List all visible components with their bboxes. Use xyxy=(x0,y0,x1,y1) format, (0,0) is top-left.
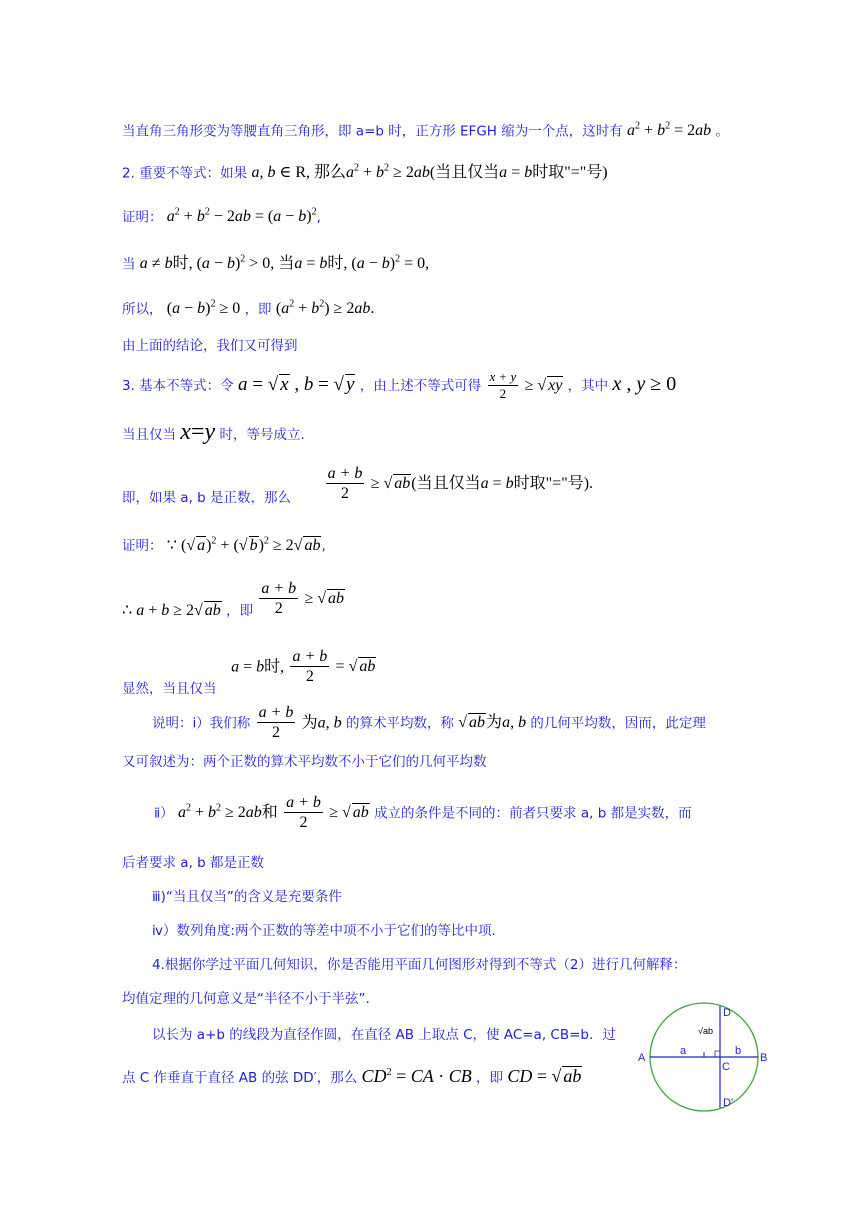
line-8: 当且仅当 x=y 时，等号成立. xyxy=(122,419,305,445)
line-21: 以长为 a+b 的线段为直径作圆，在直径 AB 上取点 C，使 AC=a, CB=b．过 xyxy=(152,1027,616,1043)
label-a-point: A xyxy=(638,1052,646,1064)
line-13: 说明：ⅰ）我们称 $\frac{a + b}{2}$ 为a, b 的算术平均数，称 √ ab为a, b 的几何平均数，因而，此定理 xyxy=(152,704,706,742)
line-12: 显然，当且仅当 a = b时, $\frac{a + b}{2}$ = √ ab xyxy=(122,648,376,698)
line-1-text: 当直角三角形变为等腰直角三角形，即 a=b 时，正方形 EFGH 缩为一个点，这时有 xyxy=(122,123,623,140)
label-d-point: D xyxy=(723,1007,731,1019)
line-2: 2. 重要不等式：如果 a, b ∈ R, 那么$a^2 + b^2 \ge 2ab$(当且仅当a = b时取"="号) xyxy=(122,163,608,182)
line-19: 4.根据你学过平面几何知识，你是否能用平面几何图形对得到不等式（2）进行几何解释： xyxy=(152,957,687,973)
label-b-length: b xyxy=(735,1045,742,1057)
line-20: 均值定理的几何意义是“半径不小于半弦”. xyxy=(122,991,370,1007)
label-sqrt-ab: √ab xyxy=(698,1026,713,1036)
label-c-point: C xyxy=(722,1061,730,1073)
line-6: 由上面的结论，我们又可得到 xyxy=(122,338,298,354)
label-d-prime-point: D' xyxy=(723,1097,734,1109)
line-5: 所以， $(a - b)^2 \ge 0$ ，即 $(a^2 + b^2) \ge 2ab$. xyxy=(122,299,375,318)
line-4: 当 a ≠ b时, $(a - b)^2 > 0$, 当a = b时, $(a - b)^2 = 0$, xyxy=(122,254,430,273)
line-14: 又可叙述为：两个正数的算术平均数不小于它们的几何平均数 xyxy=(122,754,487,770)
line-3: 证明： $a^2 + b^2 - 2ab = (a - b)^2$, xyxy=(122,207,321,226)
line-18: ⅳ）数列角度:两个正数的等差中项不小于它们的等比中项. xyxy=(152,923,496,939)
heading-basic-inequality: 3. 基本不等式：令 xyxy=(122,377,234,394)
line-11: ∴ a + b ≥ 2√ ab ，即 $\frac{a + b}{2}$ ≥ √ ab xyxy=(122,580,345,620)
circle-diagram xyxy=(636,1000,776,1120)
label-a-length: a xyxy=(680,1045,687,1057)
line-16: 后者要求 a, b 都是正数 xyxy=(122,855,265,871)
line-10: 证明： ∵ (√ a)$^2$ + (√ b)$^2$ ≥ 2√ ab, xyxy=(122,535,326,554)
heading-important-inequality: 2. 重要不等式：如果 xyxy=(122,165,248,182)
line-7: 3. 基本不等式：令 a = √ x , b = √ y ，由上述不等式可得 $\frac{x + y}{2}$ ≥ √ xy ，其中 x , y ≥ 0 xyxy=(122,369,677,401)
line-17: ⅲ)“当且仅当”的含义是充要条件 xyxy=(152,889,342,905)
line-1: 当直角三角形变为等腰直角三角形，即 a=b 时，正方形 EFGH 缩为一个点，这时有 $a^2 + b^2 = 2ab$ 。 xyxy=(122,121,729,140)
line-22: 点 C 作垂直于直径 AB 的弦 DD′，那么 $CD^2$ = CA · CB ，即 CD = √ ab xyxy=(122,1066,582,1086)
label-b-point: B xyxy=(760,1052,768,1064)
line-9: 即，如果 a, b 是正数，那么 $\frac{a + b}{2}$ ≥ √ ab(当且仅当a = b时取"="号). xyxy=(122,465,594,507)
line-15: ⅱ） $a^2 + b^2 \ge 2ab$和 $\frac{a + b}{2}$ ≥ √ ab 成立的条件是不同的：前者只要求 a, b 都是实数，而 xyxy=(154,794,692,832)
